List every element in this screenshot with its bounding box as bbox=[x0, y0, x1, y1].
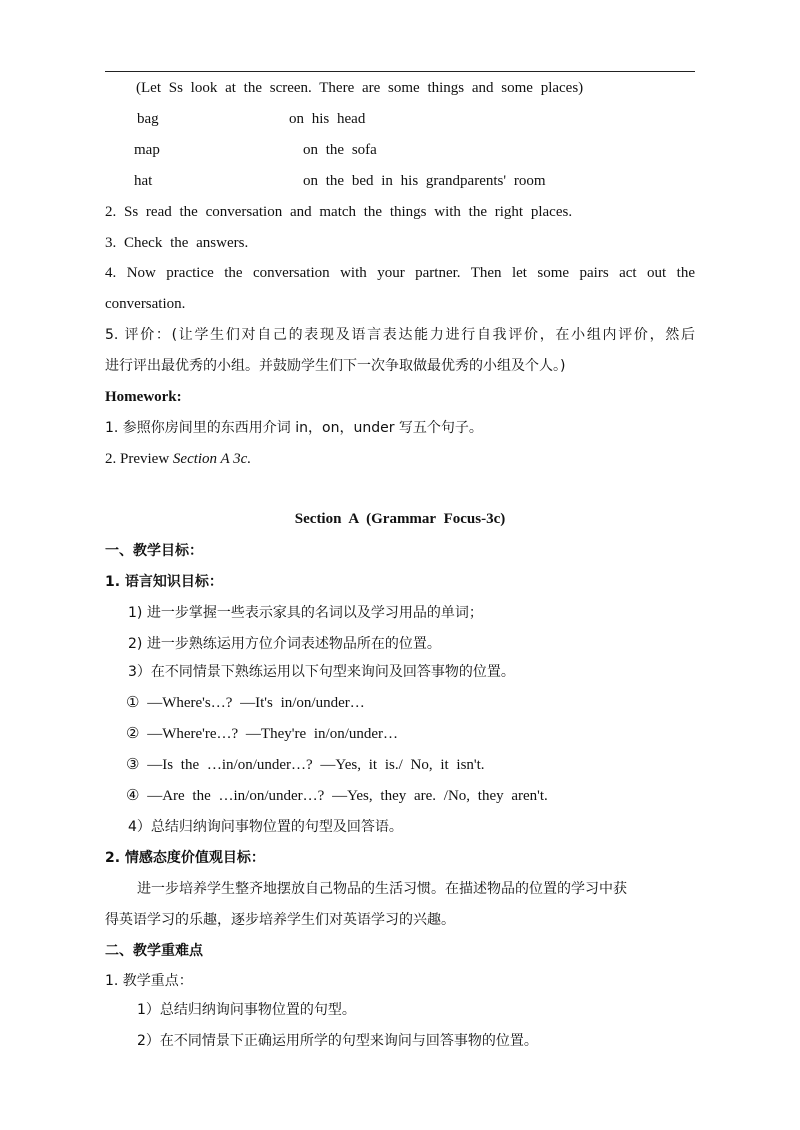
language-goal-3: 3）在不同情景下熟练运用以下句型来询问及回答事物的位置。 bbox=[128, 664, 515, 680]
language-goals-heading: 1. 语言知识目标： bbox=[105, 574, 223, 590]
pattern-4: ④ —Are the …in/on/under…? —Yes, they are. /No, they aren't. bbox=[126, 788, 548, 804]
step-3: 3. Check the answers. bbox=[105, 235, 249, 251]
pattern-2: ② —Where're…? —They're in/on/under… bbox=[126, 726, 399, 742]
homework-item-1: 1. 参照你房间里的东西用介词 in，on，under 写五个句子。 bbox=[105, 420, 483, 436]
match-thing-map: map bbox=[134, 142, 160, 158]
homework-item-2-section: Section A 3c. bbox=[172, 451, 252, 467]
emotion-goal-line1: 进一步培养学生整齐地摆放自己物品的生活习惯。在描述物品的位置的学习中获 bbox=[137, 881, 627, 897]
match-place-bed: on the bed in his grandparents' room bbox=[303, 173, 546, 189]
step-5-line2: 进行评出最优秀的小组。并鼓励学生们下一次争取做最优秀的小组及个人。) bbox=[105, 358, 566, 374]
match-place-head: on his head bbox=[289, 111, 366, 127]
step-2: 2. Ss read the conversation and match the things with the right places. bbox=[105, 204, 573, 220]
emotion-goal-line2: 得英语学习的乐趣，逐步培养学生们对英语学习的兴趣。 bbox=[105, 912, 455, 928]
match-place-sofa: on the sofa bbox=[303, 142, 377, 158]
key-points-heading: 二、教学重难点 bbox=[105, 943, 203, 959]
key-point-2: 2）在不同情景下正确运用所学的句型来询问与回答事物的位置。 bbox=[137, 1033, 538, 1049]
section-title: Section A (Grammar Focus-3c) bbox=[294, 511, 506, 527]
homework-item-2-prefix: 2. Preview bbox=[105, 451, 173, 467]
key-points-sub: 1. 教学重点： bbox=[105, 973, 193, 989]
goals-heading: 一、教学目标： bbox=[105, 543, 203, 559]
language-goal-4: 4）总结归纳询问事物位置的句型及回答语。 bbox=[128, 819, 403, 835]
step-5-line1: 5. 评价：(让学生们对自己的表现及语言表达能力进行自我评价，在小组内评价，然后 bbox=[105, 327, 695, 343]
step-4-line2: conversation. bbox=[105, 296, 186, 312]
key-point-1: 1）总结归纳询问事物位置的句型。 bbox=[137, 1002, 356, 1018]
homework-item-2 bbox=[105, 449, 251, 469]
pattern-3: ③ —Is the …in/on/under…? —Yes, it is./ No, it isn't. bbox=[126, 757, 485, 773]
emotion-goals-heading: 2. 情感态度价值观目标： bbox=[105, 850, 265, 866]
language-goal-2: 2) 进一步熟练运用方位介词表述物品所在的位置。 bbox=[128, 636, 441, 652]
language-goal-1: 1) 进一步掌握一些表示家具的名词以及学习用品的单词； bbox=[128, 605, 483, 621]
intro-note: (Let Ss look at the screen. There are some things and some places) bbox=[136, 80, 584, 96]
match-thing-bag: bag bbox=[137, 111, 159, 127]
homework-heading: Homework: bbox=[105, 389, 182, 405]
pattern-1: ① —Where's…? —It's in/on/under… bbox=[126, 695, 365, 711]
match-thing-hat: hat bbox=[134, 173, 153, 189]
step-4-line1: 4. Now practice the conversation with your partner. Then let some pairs act out the bbox=[105, 265, 695, 281]
header-rule bbox=[105, 71, 695, 72]
